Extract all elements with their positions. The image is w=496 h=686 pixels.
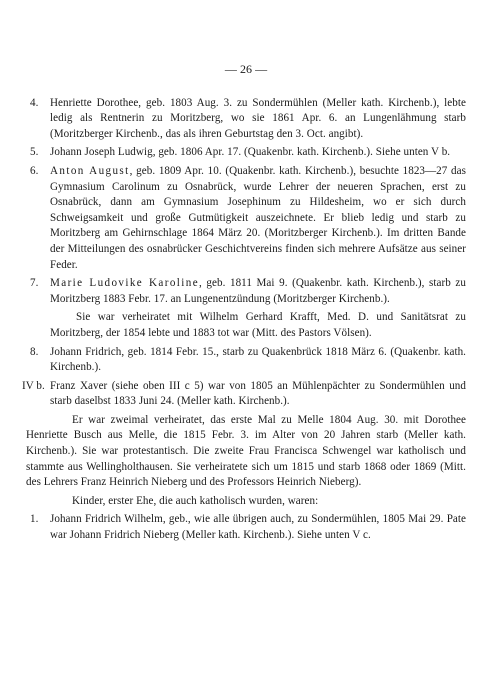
- entry-text: Henriette Dorothee, geb. 1803 Aug. 3. zu Sondermühlen (Meller kath. Kirchenb.), lebte ledig als Rentnerin zu Moritzberg, wo sie 1861 Apr. 6. an Lungenlähmung starb (Moritzberger Kirchenb., das als ihren Geburtstag den 3. Oct. angibt).: [50, 96, 466, 140]
- entry-number: 8.: [30, 345, 39, 358]
- entry-text: , geb. 1814 Febr. 15., starb zu Quakenbrück 1818 März 6. (Quakenbr. kath. Kirchenb.).: [50, 345, 466, 374]
- entry-number: 5.: [30, 146, 39, 159]
- entry-text: , geb., wie alle übrigen auch, zu Sondermühlen, 1805 Mai 29. Pate war Johann Fridrich Nieberg (Meller kath. Kirchenb.). Siehe unten V c.: [50, 513, 467, 542]
- entry-number: 6.: [30, 164, 39, 177]
- entry-text: , geb. 1809 Apr. 10. (Quakenbr. kath. Kirchenb.), besuchte 1823—27 das Gymnasium Carolinum zu Osnabrück, wurde Lehrer der neueren Sprachen, erst zu Osnabrück, dann am Gymnasium Josephinum zu Hildesheim, wo er sich durch Schweigsamkeit und große Gutmütigkeit auszeichnete. Er blieb ledig und starb zu Moritzberg am Gehirnschlage 1864 März 20. (Moritzberger Kirchenb.). Im dritten Bande der Mitteilungen des osnabrücker Geschichtvereins finden sich mehrere Aufsätze aus seiner Feder.: [50, 164, 466, 271]
- entry-number: 1.: [30, 513, 39, 526]
- paragraph-marriages-iv-b: Er war zweimal verheiratet, das erste Mal zu Melle 1804 Aug. 30. mit Dorothee Henriette Busch aus Melle, die 1815 Febr. 3. im Alter von 20 Jahren starb (Meller kath. Kirchenb.). Sie war protestantisch. Die zweite Frau Francisca Schwengel war katholisch und stammte aus Wellingholthausen. Sie verheiratete sich um 1815 und starb 1868 oder 1869 (Mitt. des Lehrers Franz Heinrich Nieberg und des Professors Heinrich Nieberg).: [26, 413, 466, 489]
- entry-iv-b: [22, 379, 466, 410]
- entry-name: Marie Ludovike Karoline: [50, 277, 200, 290]
- entry-7: [26, 276, 466, 307]
- entry-5: [26, 145, 466, 161]
- entry-text: (siehe oben III c 5) war von 1805 an Mühlenpächter zu Sondermühlen und starb daselbst 1833 Juni 24. (Meller kath. Kirchenb.).: [50, 379, 466, 408]
- paragraph-children-intro: Kinder, erster Ehe, die auch katholisch wurden, waren:: [72, 494, 319, 507]
- entry-number: 7.: [30, 277, 39, 290]
- entry-text: , geb. 1811 Mai 9. (Quakenbr. kath. Kirchenb.), starb zu Moritzberg 1883 Febr. 17. an Lungenentzündung (Moritzberger Kirchenb.).: [50, 277, 466, 305]
- paragraph-marriage-7: Sie war verheiratet mit Wilhelm Gerhard Krafft, Med. D. und Sanitätsrat zu Moritzberg, der 1854 lebte und 1883 tot war (Mitt. des Pastors Völsen).: [50, 311, 466, 339]
- page-number: — 26 —: [224, 62, 268, 76]
- entry-name: Anton August: [50, 164, 130, 177]
- entry-number: 4.: [30, 96, 39, 109]
- entry-1: [26, 512, 466, 543]
- entry-8: [26, 345, 466, 376]
- entry-name: Franz Xaver: [50, 379, 108, 392]
- entry-text: , geb. 1806 Apr. 17. (Quakenbr. kath. Kirchenb.). Siehe unten V b.: [152, 146, 451, 159]
- entry-number: IV b.: [22, 379, 45, 392]
- entry-name: Johann Joseph Ludwig: [50, 146, 153, 159]
- entry-name: Johann Fridrich Wilhelm: [50, 513, 163, 526]
- entry-4: [26, 96, 466, 143]
- entry-name: Johann Fridrich: [50, 345, 122, 358]
- entry-6: [26, 164, 466, 273]
